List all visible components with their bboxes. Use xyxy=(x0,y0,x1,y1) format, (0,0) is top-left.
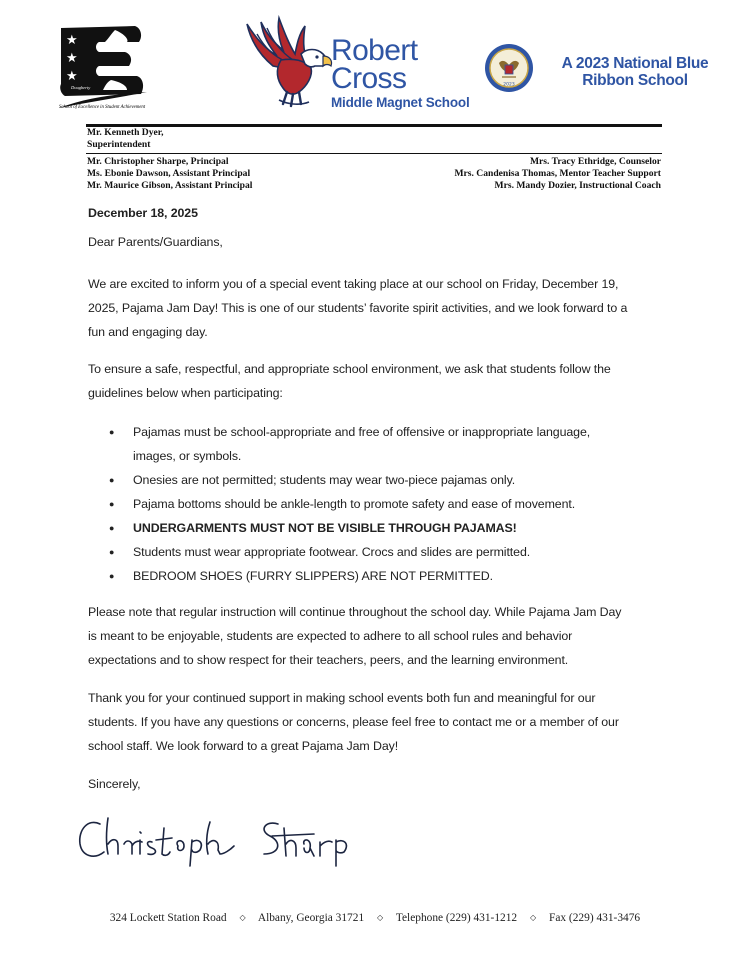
guideline-line: Onesies are not permitted; students may wear two-piece pajamas only. xyxy=(133,473,516,487)
letter-salutation: Dear Parents/Guardians, xyxy=(88,235,223,249)
guideline-line: Pajamas must be school-appropriate and free of offensive or inappropriate language, xyxy=(133,425,591,439)
eagle-icon xyxy=(243,14,338,110)
bullet-icon: ● xyxy=(109,427,115,437)
staff-member: Mrs. Candenisa Thomas, Mentor Teacher Support xyxy=(454,168,661,179)
paragraph-line: Please note that regular instruction will continue throughout the school day. While Pajama Jam Day xyxy=(88,605,622,619)
paragraph-intro xyxy=(88,272,670,344)
staff-member: Mrs. Mandy Dozier, Instructional Coach xyxy=(494,180,661,191)
bullet-icon: ● xyxy=(109,523,115,533)
eagle-logo xyxy=(243,14,338,110)
paragraph-line: students. If you have any questions or concerns, please feel free to contact me or a member of our xyxy=(88,715,619,729)
footer-contact xyxy=(0,912,750,924)
guideline-line: images, or symbols. xyxy=(133,449,242,463)
paragraph-guidelines-intro xyxy=(88,357,670,405)
bullet-icon: ● xyxy=(109,571,115,581)
school-name-line1: Robert xyxy=(331,34,418,67)
diamond-separator-icon: ◇ xyxy=(377,913,384,922)
signature-icon xyxy=(74,810,364,870)
guideline-line: Students must wear appropriate footwear. Crocs and slides are permitted. xyxy=(133,545,531,559)
staff-member: Mr. Maurice Gibson, Assistant Principal xyxy=(87,180,253,191)
staff-member: Mr. Christopher Sharpe, Principal xyxy=(87,156,229,167)
superintendent-title: Superintendent xyxy=(87,139,151,150)
staff-member: Ms. Ebonie Dawson, Assistant Principal xyxy=(87,168,251,179)
paragraph-line: guidelines below when participating: xyxy=(88,386,283,400)
paragraph-thank-you xyxy=(88,686,670,758)
svg-text:★: ★ xyxy=(66,51,78,66)
school-name-line3: Middle Magnet School xyxy=(331,95,470,110)
diamond-separator-icon: ◇ xyxy=(239,913,246,922)
staff-right-list xyxy=(454,156,661,192)
paragraph-line: school staff. We look forward to a great Pajama Jam Day! xyxy=(88,739,399,753)
footer-phone: Telephone (229) 431-1212 xyxy=(395,912,518,924)
guideline-item xyxy=(88,540,670,564)
diamond-separator-icon: ◇ xyxy=(529,913,537,922)
paragraph-instruction-note xyxy=(88,600,670,672)
school-name-line2: Cross xyxy=(331,62,407,95)
guideline-line: BEDROOM SHOES (FURRY SLIPPERS) ARE NOT PERMITTED. xyxy=(133,569,493,583)
national-seal xyxy=(484,43,534,93)
bullet-icon: ● xyxy=(109,475,115,485)
staff-left-list xyxy=(87,156,252,192)
paragraph-line: 2025, Pajama Jam Day! This is one of our students’ favorite spirit activities, and we look forward to a xyxy=(88,301,628,315)
excellence-small-text: Dougherty xyxy=(71,85,91,90)
header-rule-mid xyxy=(86,153,662,154)
staff-member: Mrs. Tracy Ethridge, Counselor xyxy=(529,156,661,167)
signature xyxy=(74,810,364,870)
guideline-line: Pajama bottoms should be ankle-length to promote safety and ease of movement. xyxy=(133,497,576,511)
paragraph-line: expectations and to show respect for their teachers, peers, and the learning environment. xyxy=(88,653,569,667)
bullet-icon: ● xyxy=(109,499,115,509)
excellence-tagline: School of Excellence in Student Achievement xyxy=(59,105,146,110)
letter-date: December 18, 2025 xyxy=(88,206,198,220)
national-seal-icon xyxy=(484,43,534,93)
seal-year: 2023 xyxy=(503,82,515,88)
guideline-item xyxy=(88,492,670,516)
guidelines-list xyxy=(88,420,670,588)
header-rule-top xyxy=(86,124,662,127)
paragraph-line: To ensure a safe, respectful, and appropriate school environment, we ask that students follow the xyxy=(88,362,611,376)
guideline-line: UNDERGARMENTS MUST NOT BE VISIBLE THROUGH PAJAMAS! xyxy=(133,521,517,535)
paragraph-line: fun and engaging day. xyxy=(88,325,208,339)
paragraph-line: is meant to be enjoyable, students are expected to adhere to all school rules and behavior xyxy=(88,629,573,643)
footer-address: 324 Lockett Station Road xyxy=(109,912,227,924)
footer-city: Albany, Georgia 31721 xyxy=(257,912,365,924)
paragraph-line: Thank you for your continued support in making school events both fun and meaningful for our xyxy=(88,691,596,705)
blue-ribbon-award: A 2023 National Blue Ribbon School xyxy=(561,55,709,89)
bullet-icon: ● xyxy=(109,547,115,557)
guideline-item xyxy=(88,420,670,468)
svg-text:★: ★ xyxy=(66,33,78,48)
letter-closing: Sincerely, xyxy=(88,777,141,791)
guideline-item xyxy=(88,564,670,588)
guideline-item xyxy=(88,468,670,492)
footer-fax: Fax (229) 431-3476 xyxy=(549,912,641,924)
stars-e-logo-icon xyxy=(55,22,150,114)
svg-text:★: ★ xyxy=(66,69,78,84)
guideline-item xyxy=(88,516,670,540)
superintendent-name: Mr. Kenneth Dyer, xyxy=(87,127,164,138)
paragraph-line: We are excited to inform you of a special event taking place at our school on Friday, December 19, xyxy=(88,277,619,291)
excellence-logo xyxy=(55,22,150,114)
